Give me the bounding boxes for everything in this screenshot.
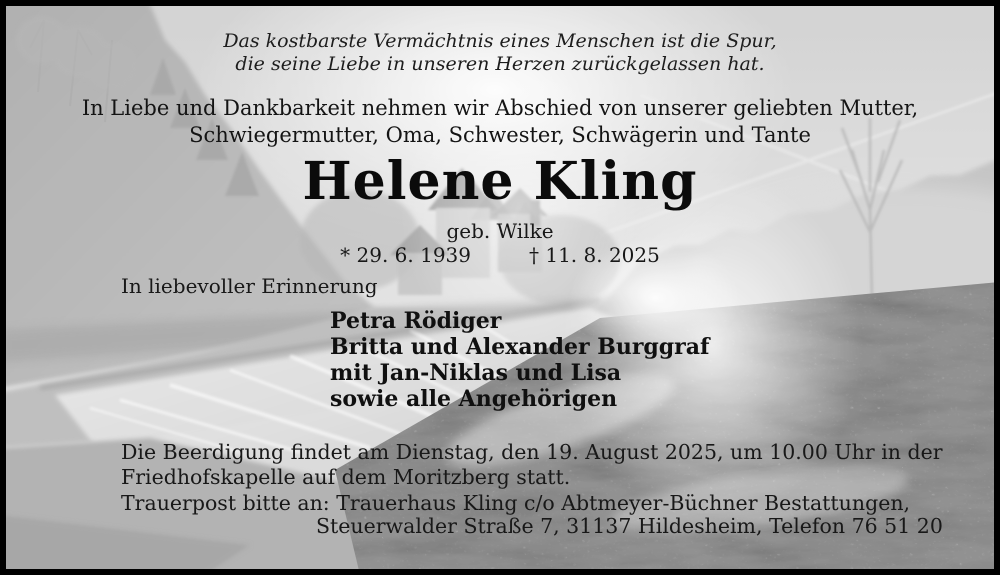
intro-line-2: Schwiegermutter, Oma, Schwester, Schwägerin und Tante [189,123,811,147]
opening-quote-line-2: die seine Liebe in unseren Herzen zurückgelassen hat. [235,53,765,75]
mourner-name: mit Jan-Niklas und Lisa [330,360,622,386]
life-dates [0,243,1000,267]
maiden-name: geb. Wilke [446,219,554,243]
birth-date: * 29. 6. 1939 [340,243,471,267]
funeral-line-2: Friedhofskapelle auf dem Moritzberg statt. [121,465,571,489]
deceased-name: Helene Kling [302,151,698,212]
postal-instructions-line-1: Trauerpost bitte an: Trauerhaus Kling c/o Abtmeyer-Büchner Bestattungen, [121,491,911,515]
death-date: † 11. 8. 2025 [529,243,660,267]
opening-quote-line-1: Das kostbarste Vermächtnis eines Menschen ist die Spur, [223,30,777,52]
mourners-list [330,308,710,412]
funeral-details [121,440,943,490]
mourner-name: sowie alle Angehörigen [330,386,618,412]
funeral-line-1: Die Beerdigung findet am Dienstag, den 19. August 2025, um 10.00 Uhr in der [121,440,943,464]
intro-line-1: In Liebe und Dankbarkeit nehmen wir Abschied von unserer geliebten Mutter, [81,96,919,120]
mourner-name: Britta und Alexander Burggraf [330,334,710,360]
remembrance-label: In liebevoller Erinnerung [121,274,378,298]
postal-instructions-line-2: Steuerwalder Straße 7, 31137 Hildesheim, Telefon 76 51 20 [316,514,943,538]
mourner-name: Petra Rödiger [330,308,502,334]
